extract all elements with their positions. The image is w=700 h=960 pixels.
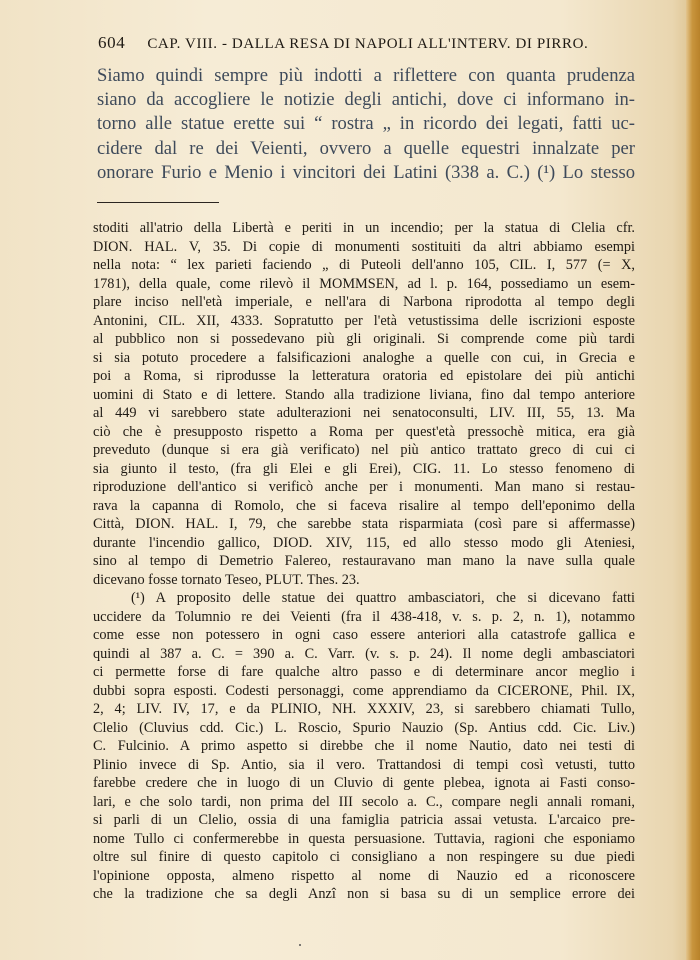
- main-line: torno alle statue erette sui “ rostra „ in ricordo dei legati, fatti uc-: [97, 113, 635, 135]
- footnote-line: rava la capanna di Romolo, che si faceva risalire al tempo dell'eponimo della: [93, 497, 635, 514]
- footnote-line: uomini di Stato e di lettere. Stando alla tradizione liviana, fino dal tempo anteriore: [93, 386, 635, 403]
- footnote-line: ciò che è presupposto rispetto a Roma per quest'età pressochè mitica, era già: [93, 423, 635, 440]
- main-line: Siamo quindi sempre più indotti a riflettere con quanta prudenza: [97, 65, 635, 86]
- footnote-line: quindi al 387 a. C. = 390 a. C. Varr. (v. s. p. 24). Il nome degli ambasciatori: [93, 645, 635, 662]
- footnote-line: si sia potuto procedere a falsificazioni analoghe a quelle con cui, in Grecia e: [93, 349, 635, 366]
- footnote-line: plare inciso nell'età imperiale, e nell'ara di Narbona riprodotta al tempo degli: [93, 294, 635, 310]
- footnote-line: ci permette forse di fare qualche altro passo e di determinare ancor meglio i: [93, 664, 635, 680]
- footnote-line: (¹) A proposito delle statue dei quattro ambasciatori, che si dicevano fatti: [131, 590, 635, 606]
- footnote-line: Clelio (Cluvius cdd. Cic.) L. Roscio, Spurio Nauzio (Sp. Antius cdd. Cic. Liv.): [93, 719, 635, 736]
- running-title: CAP. VIII. - DALLA RESA DI NAPOLI ALL'INTERV. DI PIRRO.: [147, 36, 589, 52]
- page-edge: [686, 0, 700, 960]
- footnote-line: farebbe credere che in luogo di un Cluvio di gente plebea, ignota ai Fasti conso-: [93, 775, 635, 791]
- footnote-line: uccidere da Tolumnio re dei Veienti (fra il 438-418, v. s. p. 2, n. 1), notammo: [93, 608, 635, 625]
- footnote-line: durante l'incendio gallico, DIOD. XIV, 115, ed allo stesso modo gli Ateniesi,: [93, 534, 635, 551]
- main-line: cidere dal re dei Veienti, ovvero a quelle equestri innalzate per: [97, 137, 635, 159]
- main-line: siano da accogliere le notizie degli antichi, dove ci informano in-: [97, 89, 635, 111]
- footnote-line: dubbi sopra esposti. Codesti personaggi, come apprendiamo da CICERONE, Phil. IX,: [93, 682, 635, 699]
- footnote-line: Città, DION. HAL. I, 79, che sarebbe stata risparmiata (così pare si affermasse): [93, 516, 635, 532]
- footnote-line: al pubblico non si possedevano più gli originali. Si comprende come più tardi: [93, 331, 635, 347]
- page-number: 604: [98, 33, 126, 52]
- footnote-line: stoditi all'atrio della Libertà e periti in un incendio; per la statua di Clelia cfr.: [93, 220, 635, 236]
- running-header: [98, 33, 638, 53]
- footnote-line: Plinio invece di Sp. Antio, sia il vero. Trattandosi di tempi così vetusti, tutto: [93, 756, 635, 773]
- footnote-line: come esse non potessero in ogni caso essere anteriori alla catastrofe gallica e: [93, 627, 635, 643]
- footnote-line: DION. HAL. V, 35. Di copie di monumenti sostituiti da altri abbiamo esempi: [93, 238, 635, 255]
- footnote-line: riproduzione dell'antico si verificò anche per i monumenti. Man mano si restau-: [93, 479, 635, 495]
- footnote-line: l'opinione opposta, almeno rispetto al nome di Nauzio ed a riconoscere: [93, 867, 635, 884]
- footnote-line: C. Fulcinio. A primo aspetto si direbbe che il nome Nautio, dato nei testi di: [93, 738, 635, 754]
- footnotes: [93, 219, 635, 904]
- footnote-line: che la tradizione che sa degli Anzî non si basa su di un semplice errore dei: [93, 886, 635, 902]
- footnote-line: oltre sul finire di questo capitolo ci consigliano a non respingere su due piedi: [93, 849, 635, 865]
- main-line: onorare Furio e Menio i vincitori dei Latini (338 a. C.) (¹) Lo stesso: [97, 161, 635, 183]
- footnote-line: lari, e che solo tardi, non prima del III secolo a. C., compare negli annali romani,: [93, 793, 635, 810]
- footnote-line: nella nota: “ lex parieti faciendo „ di Puteoli dell'anno 105, CIL. I, 577 (= X,: [93, 257, 635, 273]
- footnote-line: al 449 vi sarebbero state adulterazioni nei senatoconsulti, LIV. III, 55, 13. Ma: [93, 405, 635, 421]
- main-paragraph: [97, 64, 635, 185]
- footnote-line: poi a Roma, si riprodusse la letteratura oratoria ed epistolare dei più antichi: [93, 368, 635, 384]
- footnote-line: 1781), della quale, come rilevò il MOMMSEN, ad l. p. 164, possediamo un esem-: [93, 275, 635, 292]
- footnote-line: si parli di un Clelio, ossia di una famiglia patricia assai vetusta. L'arcaico pre-: [93, 812, 635, 828]
- footnote-line: Antonini, CIL. XII, 4333. Sopratutto per l'età vetustissima delle iscrizioni esposte: [93, 312, 635, 329]
- footnote-line: preveduto (dunque si era già verificato) nel più antico trattato greco di cui ci: [93, 442, 635, 458]
- footnote-line: dicevano fosse tornato Teseo, PLUT. Thes. 23.: [93, 571, 360, 588]
- footnote-line: 2, 4; LIV. IV, 17, e da PLINIO, NH. XXXIV, 23, si sarebbero chiamati Tullo,: [93, 701, 635, 717]
- footnote-line: sia giunto il testo, (fra gli Elei e gli Erei), CIG. 11. Lo stesso fenomeno di: [93, 460, 635, 477]
- footnote-separator: [97, 202, 219, 203]
- footnote-line: nome Tullo ci confermerebbe in questa persuasione. Tuttavia, ragioni che esponiamo: [93, 830, 635, 847]
- printer-mark: [299, 944, 301, 946]
- footnote-line: sino al tempo di Demetrio Falereo, restauravano man mano la nave sulla quale: [93, 553, 635, 569]
